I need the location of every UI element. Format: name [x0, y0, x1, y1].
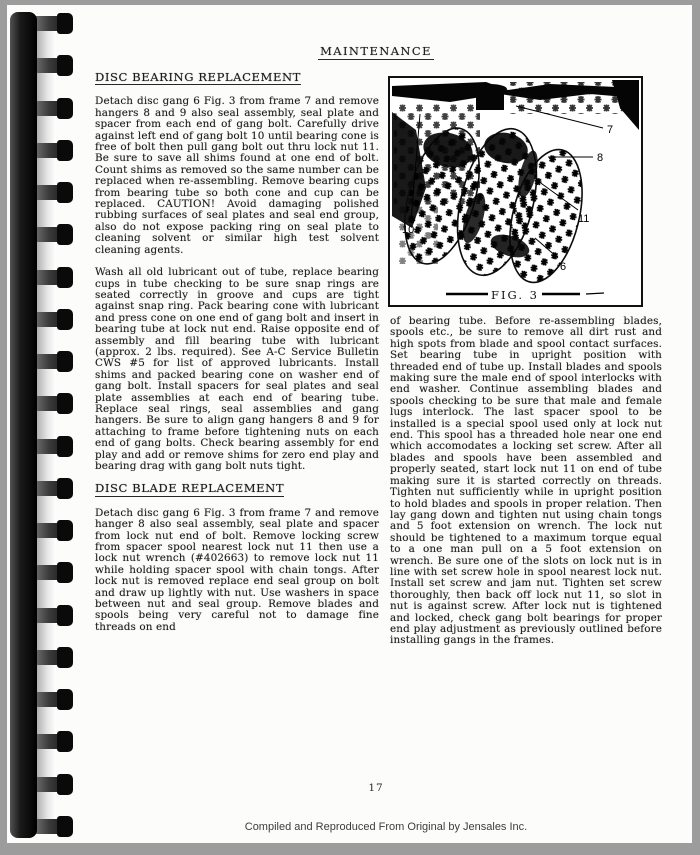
disc-gang-illustration: [390, 78, 641, 305]
binding-tooth: [32, 16, 70, 31]
page-number: 17: [368, 782, 384, 794]
left-column: [95, 72, 379, 644]
binding-tooth: [32, 185, 70, 200]
page-number-area: [90, 776, 662, 795]
footer-credit: Compiled and Reproduced From Original by Jensales Inc.: [244, 821, 528, 833]
binding-tooth: [32, 227, 70, 242]
section-heading-disc-bearing: DISC BEARING REPLACEMENT: [95, 70, 301, 84]
binding-tooth: [32, 396, 70, 411]
figure-caption-group: [446, 288, 604, 302]
paragraph: Wash all old lubricant out of tube, replace bearing cups in tube checking to be sure snap rings are seated correctly in groove and cups are tight against snap ring. Pack bearing cone with lubricant and press cone on one end of gang bolt and insert in bearing tube at lock nut end. Raise opposite end of assembly and fill bearing tube with lubricant (approx. 2 lbs. required). See A-C Service Bulletin CWS #5 for list of approved lubricants. Install shims and packed bearing cone on washer end of gang bolt. Install spacers for seal plates and seal plate assemblies at each end of bearing tube. Replace seal rings, seal assemblies and gang hangers. Be sure to align gang hangers 8 and 9 for attaching to frame before tightening nuts on each end of gang bolts. Check bearing assembly for end play and add or remove shims for zero end play and bearing drag with gang bolt nuts tight.: [95, 266, 379, 472]
binding-tooth: [32, 608, 70, 623]
right-column: [390, 316, 662, 658]
svg-text:10: 10: [402, 224, 415, 236]
binding-tooth: [32, 777, 70, 792]
footer: [80, 821, 692, 841]
binding-tooth: [32, 270, 70, 285]
svg-text:8: 8: [597, 152, 604, 164]
section-heading-disc-blade: DISC BLADE REPLACEMENT: [95, 481, 285, 496]
binding-tooth: [32, 312, 70, 327]
binding-tooth: [32, 143, 70, 158]
binding-tooth: [32, 523, 70, 538]
svg-text:11: 11: [578, 213, 590, 225]
paragraph: Detach disc gang 6 Fig. 3 from frame 7 and remove hangers 8 and 9 also seal assembly, seal plate and spacer from each end of gang bolt. Carefully drive against left end of gang bolt 10 until bearing cone is free of bolt then pull gang bolt out thru lock nut 11. Be sure to save all shims found at one end of bolt. Count shims as removed so the same number can be replaced when re-assembling. Remove bearing cups from bearing tube so both cone and cup can be replaced. CAUTION! Avoid damaging polished rubbing surfaces of seal plates and seal end group, also do not expose packing ring on seal plate to cleaning solvent or similar high test solvent cleaning agents.: [95, 95, 379, 256]
figure-caption: FIG. 3: [491, 288, 539, 302]
spiral-binding: [6, 4, 80, 844]
binding-tooth: [32, 481, 70, 496]
binding-tooth: [32, 819, 70, 834]
paragraph: of bearing tube. Before re-assembling blades, spools etc., be sure to remove all dirt rust and high spots from blade and spool contact surfaces. Set bearing tube in upright position with threaded end of tube up. Install blades and spools making sure the male end of spool interlocks with end washer. Continue assembling blades and spools checking to be sure that male and female lugs interlock. The last spacer spool to be installed is a special spool used only at lock nut end. This spool has a threaded hole near one end which accomodates a locking set screw. After all blades and spools have been assembled and properly seated, start lock nut 11 on end of tube making sure it is started correctly on threads. Tighten nut sufficiently while in upright position to hold blades and spools in proper relation. Then lay gang down and tighten nut using chain tongs and 5 foot extension on wrench. The lock nut should be tightened to a maximum torque equal to a one man pull on a 5 foot extension on wrench. Be sure one of the slots on lock nut is in line with set screw hole in spool nearest lock nut. Install set screw and jam nut. Tighten set screw thoroughly, then back off lock nut 11, so slot in nut is against screw. After lock nut is tightened and locked, check gang bolt bearings for proper end play adjustment as previously outlined before installing gangs in the frames.: [390, 315, 662, 647]
binding-tooth: [32, 58, 70, 73]
page-header-title: MAINTENANCE: [320, 44, 432, 58]
binding-tooth: [32, 101, 70, 116]
binding-spine: [10, 12, 37, 838]
binding-tooth: [32, 692, 70, 707]
binding-tooth: [32, 650, 70, 665]
binding-tooth: [32, 734, 70, 749]
svg-text:7: 7: [607, 124, 614, 136]
figure-3: [388, 76, 643, 307]
binding-teeth: [32, 16, 78, 834]
binding-tooth: [32, 439, 70, 454]
page-header: [90, 40, 662, 60]
binding-tooth: [32, 565, 70, 580]
paragraph: Detach disc gang 6 Fig. 3 from frame 7 and remove hanger 8 also seal assembly, seal plate and spacer from lock nut end of bolt. Remove locking screw from spacer spool nearest lock nut 11 then use a lock nut wrench (#402663) to remove lock nut 11 while holding spacer spool with chain tongs. After lock nut is removed replace end seal group on bolt and draw up lightly with nut. Use washers in space between nut and seal group. Remove blades and spools being very careful not to damage fine threads on end: [95, 506, 379, 633]
svg-text:6: 6: [560, 261, 567, 273]
binding-tooth: [32, 354, 70, 369]
